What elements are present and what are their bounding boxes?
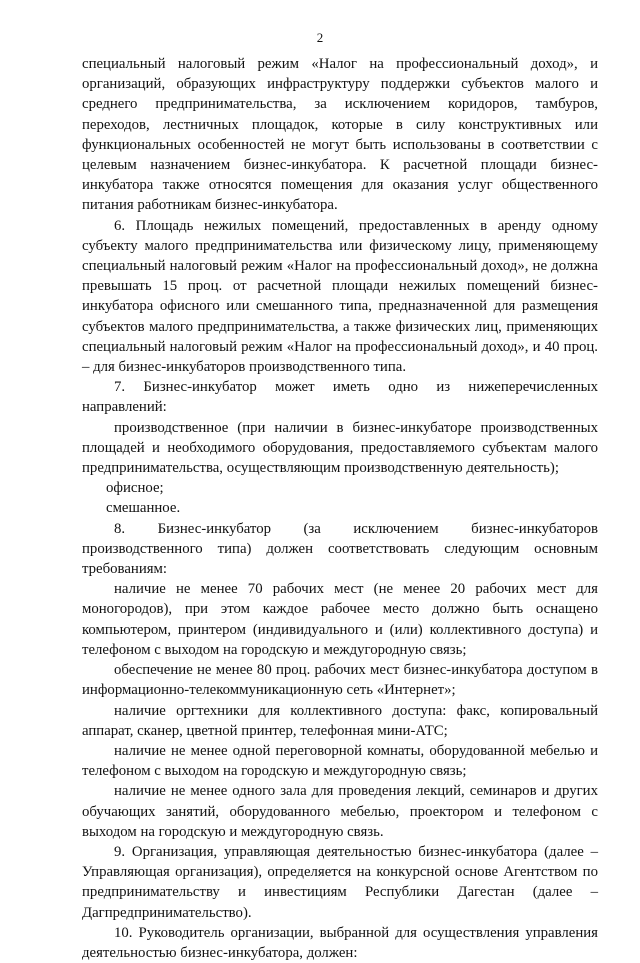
- requirement-internet: обеспечение не менее 80 проц. рабочих мест бизнес-инкубатора доступом в информационно-телекоммуникационную сеть «Интернет»;: [82, 662, 598, 699]
- list-item-production: производственное (при наличии в бизнес-инкубаторе производственных площадей и необходимого оборудования, предоставляемого субъектам малого предпринимательства, осуществляющим производственную деятельность);: [82, 419, 598, 477]
- list-item-mixed: смешанное.: [106, 500, 181, 517]
- requirement-workplaces: наличие не менее 70 рабочих мест (не менее 20 рабочих мест для моногородов), при этом каждое рабочее место должно быть оснащено компьютером, принтером (индивидуального и (или) коллективного доступа) и телефоном с выходом на городскую и междугородную связь;: [82, 581, 598, 658]
- paragraph-7: 7. Бизнес-инкубатор может иметь одно из нижеперечисленных направлений:: [82, 379, 598, 416]
- list-item-office: офисное;: [106, 480, 164, 497]
- paragraph-9: 9. Организация, управляющая деятельностью бизнес-инкубатора (далее – Управляющая организация), определяется на конкурсной основе Агентством по предпринимательству и инвестициям Республики Дагестан (далее – Дагпредпринимательство).: [82, 843, 598, 921]
- requirement-meeting-room: наличие не менее одной переговорной комнаты, оборудованной мебелью и телефоном с выходом на городскую и междугородную связь;: [82, 742, 598, 780]
- paragraph-10: 10. Руководитель организации, выбранной для осуществления управления деятельностью бизнес-инкубатора, должен:: [82, 924, 598, 961]
- paragraph-8: 8. Бизнес-инкубатор (за исключением бизнес-инкубаторов производственного типа) должен соответствовать следующим основным требованиям:: [82, 520, 598, 578]
- requirement-lecture-hall: наличие не менее одного зала для проведения лекций, семинаров и других обучающих занятий, оборудованного мебелью, проектором и телефоном с выходом на городскую и междугородную связь.: [82, 783, 598, 840]
- requirement-office-equipment: наличие оргтехники для коллективного доступа: факс, копировальный аппарат, сканер, цветной принтер, телефонная мини-АТС;: [82, 702, 598, 739]
- paragraph-continuation: специальный налоговый режим «Налог на профессиональный доход», и организаций, образующих инфраструктуру поддержки субъектов малого и среднего предпринимательства, за исключением коридоров, тамбуров, переходов, лестничных площадок, которые в силу конструктивных или функциональных особенностей не могут быть использованы в соответствии с целевым назначением бизнес-инкубатора. К расчетной площади бизнес-инкубатора также относятся помещения для оказания услуг общественного питания работникам бизнес-инкубатора.: [82, 56, 598, 214]
- page-number: 2: [316, 30, 324, 45]
- paragraph-6: 6. Площадь нежилых помещений, предоставленных в аренду одному субъекту малого предпринимательства или физическому лицу, применяющему специальный налоговый режим «Налог на профессиональный доход», не должна превышать 15 проц. от расчетной площади нежилых помещений бизнес-инкубатора офисного или смешанного типа, предназначенной для размещения субъектов малого предпринимательства, а также физических лиц, применяющих специальный налоговый режим «Налог на профессиональный доход», и 40 проц. – для бизнес-инкубаторов производственного типа.: [82, 217, 598, 376]
